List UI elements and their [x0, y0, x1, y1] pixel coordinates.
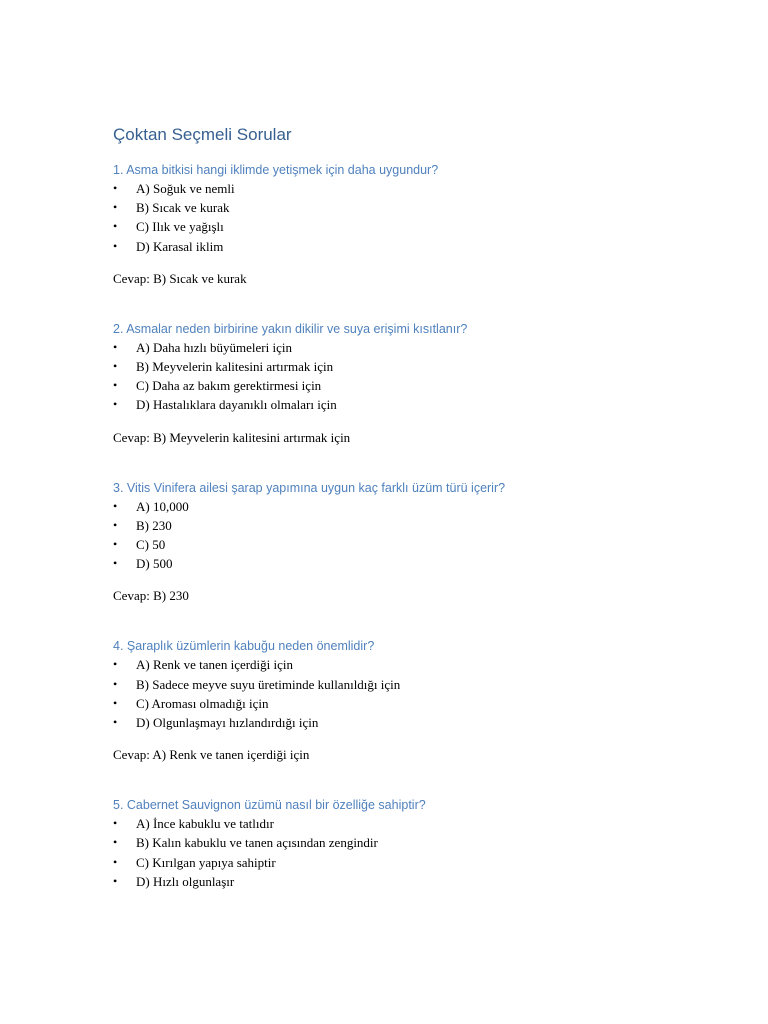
- option-text: C) Aroması olmadığı için: [136, 695, 269, 711]
- bullet-icon: •: [113, 397, 118, 412]
- option-item: [113, 814, 693, 833]
- question-text: 2. Asmalar neden birbirine yakın dikilir ve suya erişimi kısıtlanır?: [113, 321, 468, 336]
- option-text: B) Sadece meyve suyu üretiminde kullanıldığı için: [136, 676, 401, 692]
- option-item: [113, 376, 693, 395]
- option-item: [113, 237, 693, 256]
- options-list: [113, 655, 693, 732]
- option-item: [113, 516, 693, 535]
- question-text: 3. Vitis Vinifera ailesi şarap yapımına uygun kaç farklı üzüm türü içerir?: [113, 480, 506, 495]
- options-list: [113, 338, 693, 415]
- question-text: 4. Şaraplık üzümlerin kabuğu neden önemlidir?: [113, 639, 375, 654]
- option-text: D) Olgunlaşmayı hızlandırdığı için: [136, 715, 319, 731]
- bullet-icon: •: [113, 219, 118, 234]
- option-text: B) Sıcak ve kurak: [136, 200, 230, 216]
- question-text: 5. Cabernet Sauvignon üzümü nasıl bir özelliğe sahiptir?: [113, 798, 426, 813]
- option-text: B) Kalın kabuklu ve tanen açısından zengindir: [136, 835, 378, 851]
- bullet-icon: •: [113, 339, 118, 354]
- question-block-1: [113, 161, 693, 288]
- option-text: D) 500: [136, 556, 173, 572]
- option-item: [113, 338, 693, 357]
- bullet-icon: •: [113, 835, 118, 850]
- option-item: [113, 655, 693, 674]
- bullet-icon: •: [113, 657, 118, 672]
- option-text: B) 230: [136, 517, 172, 533]
- option-item: [113, 217, 693, 236]
- option-text: C) Daha az bakım gerektirmesi için: [136, 378, 322, 394]
- option-item: [113, 694, 693, 713]
- option-text: A) 10,000: [136, 498, 189, 514]
- bullet-icon: •: [113, 378, 118, 393]
- option-text: D) Hızlı olgunlaşır: [136, 873, 235, 889]
- option-text: C) 50: [136, 537, 166, 553]
- answer-text: Cevap: B) Sıcak ve kurak: [113, 270, 247, 286]
- question-block-3: [113, 479, 693, 606]
- question-block-2: [113, 320, 693, 447]
- option-item: [113, 675, 693, 694]
- question-block-4: [113, 637, 693, 764]
- bullet-icon: •: [113, 873, 118, 888]
- option-item: [113, 497, 693, 516]
- bullet-icon: •: [113, 715, 118, 730]
- bullet-icon: •: [113, 359, 118, 374]
- option-item: [113, 853, 693, 872]
- options-list: [113, 179, 693, 256]
- option-text: A) İnce kabuklu ve tatlıdır: [136, 816, 274, 832]
- answer-text: Cevap: B) 230: [113, 588, 189, 604]
- document-page: [113, 124, 693, 891]
- option-item: [113, 179, 693, 198]
- bullet-icon: •: [113, 556, 118, 571]
- bullet-icon: •: [113, 200, 118, 215]
- answer-text: Cevap: B) Meyvelerin kalitesini artırmak için: [113, 429, 351, 445]
- options-list: [113, 814, 693, 891]
- bullet-icon: •: [113, 498, 118, 513]
- question-text: 1. Asma bitkisi hangi iklimde yetişmek için daha uygundur?: [113, 163, 439, 177]
- answer-text: Cevap: A) Renk ve tanen içerdiği için: [113, 747, 310, 763]
- bullet-icon: •: [113, 676, 118, 691]
- bullet-icon: •: [113, 816, 118, 831]
- bullet-icon: •: [113, 537, 118, 552]
- option-text: C) Ilık ve yağışlı: [136, 219, 224, 235]
- bullet-icon: •: [113, 181, 118, 195]
- bullet-icon: •: [113, 238, 118, 253]
- option-text: A) Renk ve tanen içerdiği için: [136, 657, 294, 673]
- bullet-icon: •: [113, 695, 118, 710]
- option-text: A) Soğuk ve nemli: [136, 181, 235, 196]
- option-item: [113, 198, 693, 217]
- option-item: [113, 713, 693, 732]
- option-item: [113, 833, 693, 852]
- bullet-icon: •: [113, 854, 118, 869]
- option-item: [113, 395, 693, 414]
- option-text: A) Daha hızlı büyümeleri için: [136, 339, 292, 355]
- options-list: [113, 497, 693, 574]
- option-text: D) Hastalıklara dayanıklı olmaları için: [136, 397, 337, 413]
- option-text: D) Karasal iklim: [136, 238, 224, 254]
- option-item: [113, 872, 693, 891]
- question-block-5: [113, 796, 693, 891]
- document-title: Çoktan Seçmeli Sorular: [113, 125, 292, 144]
- bullet-icon: •: [113, 517, 118, 532]
- option-item: [113, 357, 693, 376]
- option-text: C) Kırılgan yapıya sahiptir: [136, 854, 276, 870]
- option-text: B) Meyvelerin kalitesini artırmak için: [136, 359, 334, 375]
- option-item: [113, 554, 693, 573]
- option-item: [113, 535, 693, 554]
